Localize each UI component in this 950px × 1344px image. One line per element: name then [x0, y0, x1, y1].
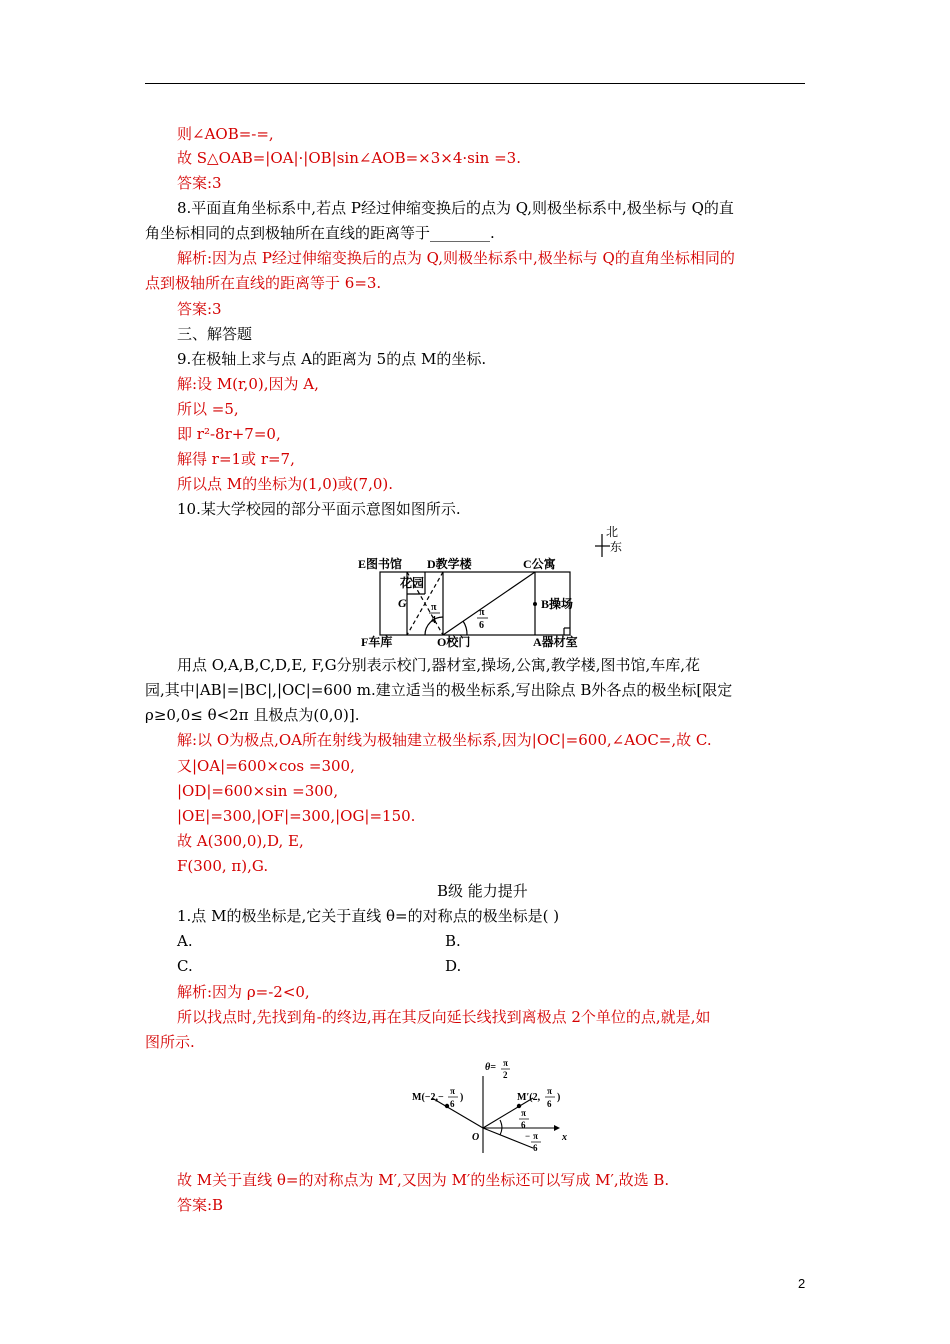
- text-line: 所以点 M的坐标为(1,0)或(7,0).: [177, 475, 394, 493]
- svg-text:π: π: [503, 1058, 508, 1068]
- svg-text:6: 6: [547, 1099, 552, 1109]
- section-heading-b: B级 能力提升: [437, 882, 528, 900]
- point-M: [445, 1104, 449, 1108]
- solution-9: 解:设 M(r,0),因为 A,: [177, 375, 319, 393]
- angle-four: 4: [431, 615, 436, 626]
- theta-label: θ=: [485, 1062, 496, 1073]
- label-E: E图书馆: [358, 557, 403, 571]
- option-a: A.: [177, 932, 193, 950]
- text-line: 所以 =5,: [177, 400, 239, 418]
- header-rule: [145, 83, 805, 84]
- compass-east: 东: [610, 540, 623, 554]
- svg-text:π: π: [533, 1131, 538, 1141]
- option-c: C.: [177, 957, 193, 975]
- svg-text:π: π: [547, 1086, 552, 1096]
- label-G: G: [398, 596, 407, 610]
- svg-text:6: 6: [450, 1099, 455, 1109]
- svg-text:−: −: [525, 1131, 531, 1141]
- text-line: 又|OA|=600×cos =300,: [177, 757, 355, 775]
- svg-text:6: 6: [533, 1143, 538, 1153]
- text-line: |OD|=600×sin =300,: [177, 782, 339, 800]
- question-10-body: 园,其中|AB|=|BC|,|OC|=600 m.建立适当的极坐标系,写出除点 B外各点的极坐标[限定: [145, 681, 733, 699]
- question-10: 10.某大学校园的部分平面示意图如图所示.: [177, 500, 461, 518]
- label-O: O校门: [437, 635, 471, 649]
- svg-text:): ): [557, 1092, 561, 1103]
- label-F: F车库: [361, 635, 393, 649]
- solution-b1: 解析:因为 ρ=-2<0,: [177, 983, 310, 1001]
- solution-10: 解:以 O为极点,OA所在射线为极轴建立极坐标系,因为|OC|=600,∠AOC=,故 C.: [177, 731, 712, 749]
- label-x: x: [562, 1132, 567, 1143]
- label-O: O: [472, 1132, 480, 1143]
- text-line: F(300, π),G.: [177, 857, 269, 875]
- label-C: C公寓: [523, 557, 556, 571]
- text-line: 即 r²-8r+7=0,: [177, 425, 281, 443]
- label-M: M(−2,−: [412, 1092, 444, 1103]
- text-line: 故 M关于直线 θ=的对称点为 M′,又因为 M′的坐标还可以写成 M′,故选 B.: [177, 1171, 670, 1189]
- question-8-cont: 角坐标相同的点到极轴所在直线的距离等于________.: [145, 224, 495, 242]
- solution-8-cont: 点到极轴所在直线的距离等于 6=3.: [145, 274, 382, 292]
- question-9: 9.在极轴上求与点 A的距离为 5的点 M的坐标.: [177, 350, 487, 368]
- answer-8: 答案:3: [177, 300, 222, 318]
- point-B: [533, 602, 537, 606]
- question-10-body: 用点 O,A,B,C,D,E, F,G分别表示校门,器材室,操场,公寓,教学楼,图书馆,车库,花: [177, 656, 701, 674]
- text-line: 所以找点时,先找到角-的终边,再在其反向延长线找到离极点 2个单位的点,就是,如: [177, 1008, 711, 1026]
- compass-north: 北: [606, 525, 619, 539]
- angle-pi: π: [431, 602, 437, 613]
- text-line: 解得 r=1或 r=7,: [177, 450, 295, 468]
- campus-figure: [355, 524, 625, 650]
- svg-text:π: π: [521, 1108, 526, 1118]
- svg-text:π: π: [450, 1086, 455, 1096]
- text-line: 故 S△OAB=|OA|·|OB|sin∠AOB=×3×4·sin =3.: [177, 149, 521, 167]
- answer-b1: 答案:B: [177, 1196, 224, 1214]
- svg-text:6: 6: [521, 1120, 526, 1130]
- label-M-prime: M′(2,: [517, 1092, 541, 1103]
- angle-six: 6: [479, 620, 484, 631]
- option-d: D.: [445, 957, 462, 975]
- question-10-body: ρ≥0,0≤ θ<2π 且极点为(0,0)].: [145, 706, 360, 724]
- svg-text:): ): [460, 1092, 464, 1103]
- label-A: A器材室: [533, 635, 578, 649]
- angle-pi: π: [479, 607, 485, 618]
- label-B: B操场: [541, 597, 574, 611]
- text-line: 故 A(300,0),D, E,: [177, 832, 304, 850]
- label-garden: 花园: [400, 576, 425, 590]
- text-line: 则∠AOB=-=,: [177, 125, 274, 143]
- section-heading: 三、解答题: [177, 325, 253, 343]
- label-D: D教学楼: [427, 557, 472, 571]
- question-8: 8.平面直角坐标系中,若点 P经过伸缩变换后的点为 Q,则极坐标系中,极坐标与 Q的直: [177, 199, 734, 217]
- text-line: 图所示.: [145, 1033, 195, 1051]
- solution-8: 解析:因为点 P经过伸缩变换后的点为 Q,则极坐标系中,极坐标与 Q的直角坐标相同的: [177, 249, 735, 267]
- page-number: 2: [798, 1276, 806, 1291]
- text-line: 答案:3: [177, 174, 222, 192]
- svg-text:2: 2: [503, 1070, 508, 1080]
- text-line: |OE|=300,|OF|=300,|OG|=150.: [177, 807, 416, 825]
- polar-figure: [410, 1058, 575, 1158]
- option-b: B.: [445, 932, 461, 950]
- question-b1: 1.点 M的极坐标是,它关于直线 θ=的对称点的极坐标是( ): [177, 907, 560, 925]
